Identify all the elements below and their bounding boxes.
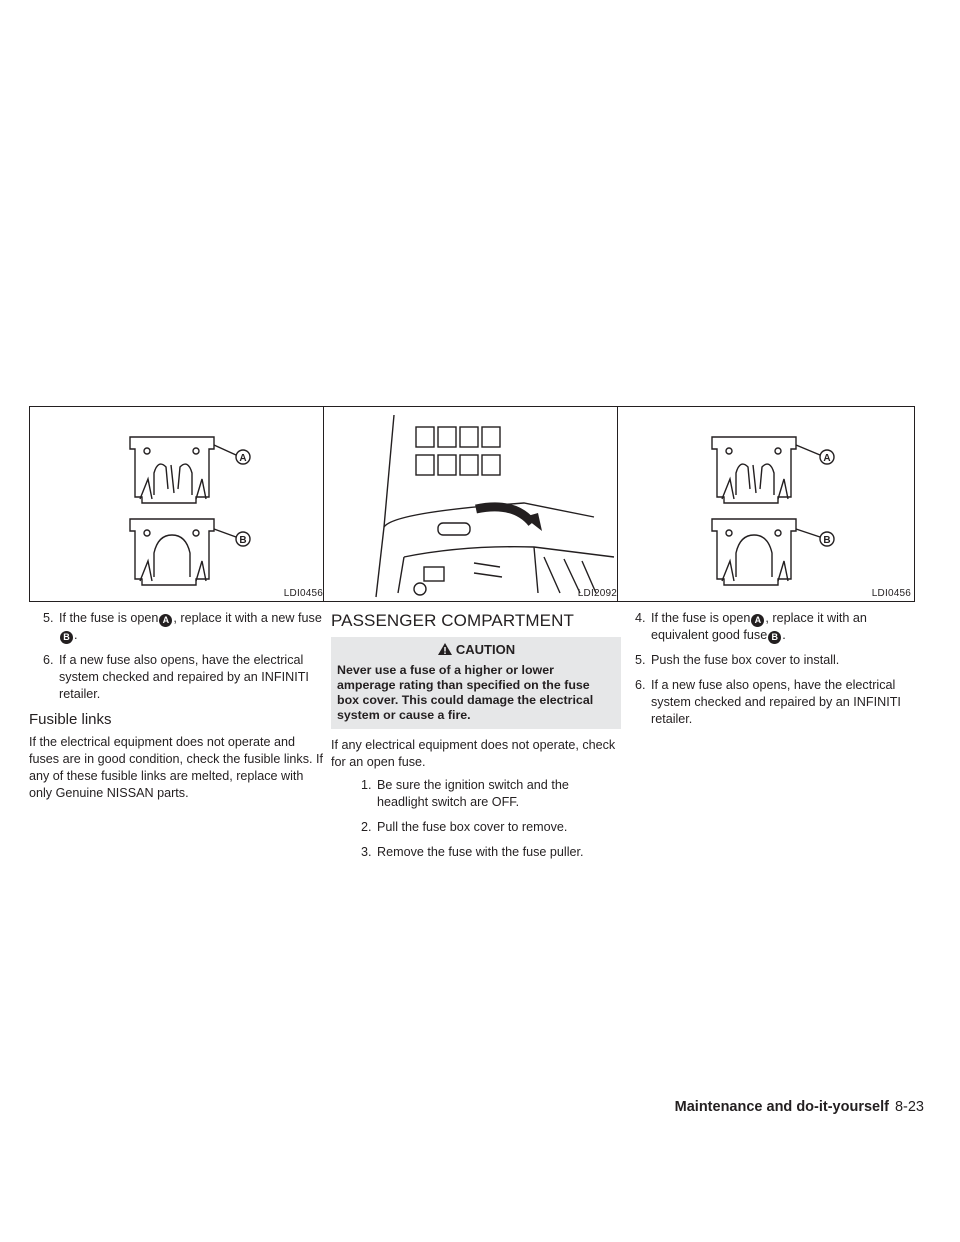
step-number: 6.	[43, 653, 54, 667]
fuse-diagram	[30, 407, 328, 603]
circled-b-icon: B	[60, 631, 73, 644]
heading-passenger-compartment: PASSENGER COMPARTMENT	[331, 611, 574, 630]
fuse-diagram	[618, 407, 916, 603]
page-number: 8-23	[894, 1099, 924, 1115]
figure-code: LDI0456	[871, 588, 911, 599]
fuse-illustration-1	[29, 406, 327, 602]
footer-section-title: Maintenance and do-it-yourself	[674, 1099, 889, 1115]
step-5: 5. If the fuse is open A , replace it with a new fuseB .	[43, 611, 322, 642]
step-3: 3. Remove the fuse with the fuse puller.	[361, 845, 584, 859]
fuse-box-illustration	[323, 406, 621, 602]
step-number: 5.	[43, 611, 54, 625]
caution-title: CAUTION	[455, 642, 516, 657]
label-b: B	[823, 535, 831, 546]
step-6: 6. If a new fuse also opens, have the electrical system checked and repaired by an INFINITI retailer.	[43, 653, 309, 701]
step-1: 1. Be sure the ignition switch and the headlight switch are OFF.	[361, 778, 569, 809]
column-1-text	[29, 610, 327, 802]
paragraph-open-fuse: If any electrical equipment does not operate, check for an open fuse.	[331, 738, 616, 769]
figure-code: LDI2092	[577, 588, 617, 599]
step-6: 6. If a new fuse also opens, have the electrical system checked and repaired by an INFINITI retailer.	[635, 678, 901, 726]
caution-box	[331, 637, 621, 729]
heading-fusible-links: Fusible links	[29, 711, 112, 728]
circled-b-icon: B	[768, 631, 781, 644]
circled-a-icon: A	[159, 614, 172, 627]
column-3-text	[617, 610, 915, 728]
column-2	[323, 406, 621, 869]
caution-text: Never use a fuse of a higher or lower amperage rating than specified on the fuse box cover. This could damage the electrical system or cause a fire.	[337, 663, 594, 722]
label-a: A	[239, 453, 247, 464]
step-5: 5. Push the fuse box cover to install.	[635, 653, 840, 667]
step-4: 4. If the fuse is open A , replace it with an equivalent good fuse B .	[635, 611, 867, 642]
paragraph-fusible-links: If the electrical equipment does not operate and fuses are in good condition, check the fusible links. If any of these fusible links are melted, replace with only Genuine NISSAN parts.	[29, 735, 324, 800]
warning-triangle-icon	[437, 642, 453, 660]
step-2: 2. Pull the fuse box cover to remove.	[361, 820, 568, 834]
fuse-box-diagram	[324, 407, 622, 603]
column-3	[617, 406, 915, 736]
page-footer	[0, 1099, 924, 1115]
column-1	[29, 406, 327, 808]
column-2-text	[323, 612, 621, 861]
figure-code: LDI0456	[283, 588, 323, 599]
label-b: B	[239, 535, 247, 546]
circled-a-icon: A	[751, 614, 764, 627]
caution-header	[337, 641, 615, 660]
fuse-illustration-2	[617, 406, 915, 602]
label-a: A	[823, 453, 831, 464]
